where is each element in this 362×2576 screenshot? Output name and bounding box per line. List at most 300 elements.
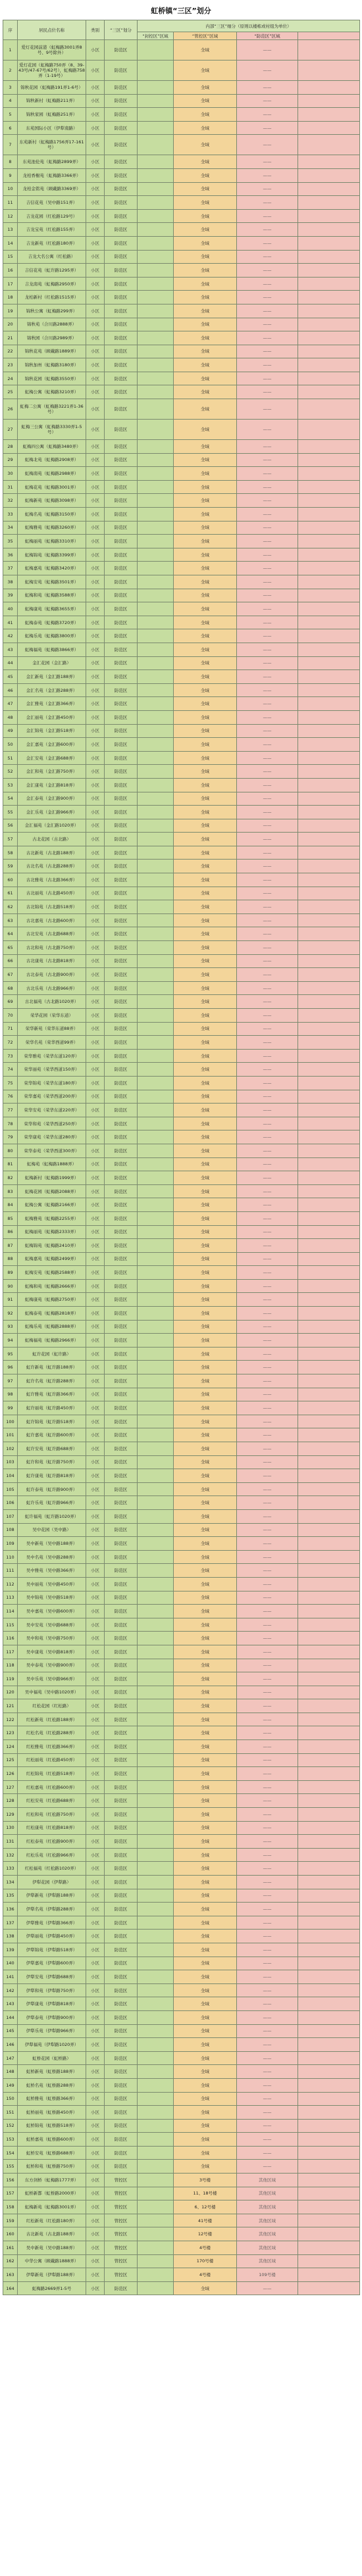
cell-extra [298,1780,360,1794]
cell-category: 小区 [86,81,105,95]
cell-prevent: —— [237,1821,298,1835]
header-name: 居民点位名称 [18,20,86,40]
cell-extra [298,1591,360,1605]
cell-category: 小区 [86,1740,105,1754]
cell-prevent: —— [237,1334,298,1348]
cell-control: 全域 [174,792,237,806]
cell-prevent: —— [237,331,298,345]
cell-zone: 防范区 [105,697,138,711]
cell-seq: 144 [3,2010,18,2024]
cell-zone: 防范区 [105,2024,138,2038]
cell-zone: 防范区 [105,968,138,982]
cell-extra [298,2133,360,2147]
cell-extra [298,1184,360,1198]
cell-prevent: —— [237,1835,298,1849]
cell-control: 全域 [174,1956,237,1970]
cell-category: 小区 [86,1184,105,1198]
cell-category: 小区 [86,887,105,900]
cell-zone: 防范区 [105,954,138,968]
cell-zone: 防范区 [105,562,138,575]
cell-extra [298,1956,360,1970]
cell-control: 全域 [174,2281,237,2295]
cell-prevent: —— [237,2133,298,2147]
cell-category: 小区 [86,1252,105,1266]
cell-name: 古北新苑（古北路188弄） [18,846,86,860]
cell-closed [138,108,174,122]
cell-extra [298,1876,360,1889]
cell-name: 吉信花苑（虹许路1295弄） [18,264,86,278]
cell-control: 全域 [174,358,237,372]
cell-seq: 38 [3,575,18,589]
cell-control: 全域 [174,1699,237,1713]
cell-name: 红松新苑（红松路188弄） [18,1713,86,1726]
table-row [3,1279,360,1293]
cell-extra [298,2254,360,2268]
cell-prevent: —— [237,656,298,670]
table-row [3,927,360,941]
cell-zone: 防范区 [105,236,138,250]
cell-control: 全域 [174,494,237,508]
cell-seq: 68 [3,981,18,995]
table-row [3,2146,360,2160]
cell-category: 小区 [86,1130,105,1144]
cell-control: 全域 [174,250,237,264]
cell-seq: 61 [3,887,18,900]
cell-control: 全域 [174,913,237,927]
table-row [3,1753,360,1767]
cell-control: 全域 [174,291,237,304]
cell-prevent: —— [237,833,298,846]
cell-control: 全域 [174,1455,237,1469]
cell-extra [298,196,360,210]
cell-seq: 122 [3,1713,18,1726]
cell-category: 小区 [86,1009,105,1023]
cell-zone: 防范区 [105,792,138,806]
cell-seq: 145 [3,2024,18,2038]
cell-prevent: —— [237,738,298,752]
cell-name: 吉龙宝苑（红松路155弄） [18,223,86,237]
cell-zone: 防范区 [105,1334,138,1348]
cell-closed [138,1645,174,1659]
cell-category: 小区 [86,602,105,616]
cell-closed [138,94,174,108]
cell-prevent: —— [237,508,298,522]
cell-prevent: —— [237,2092,298,2106]
table-row [3,2268,360,2282]
cell-zone: 防范区 [105,913,138,927]
table-row [3,1455,360,1469]
cell-category: 小区 [86,1835,105,1849]
cell-closed [138,291,174,304]
cell-prevent: —— [237,1564,298,1578]
cell-closed [138,575,174,589]
cell-extra [298,995,360,1009]
cell-name: 锦秋新村（虹梅路211弄） [18,94,86,108]
table-row [3,1956,360,1970]
cell-name: 龙柏新村（红松路1515弄） [18,291,86,304]
cell-closed [138,1564,174,1578]
cell-name: 红松花园（红松路） [18,1699,86,1713]
cell-closed [138,2160,174,2174]
cell-name: 伊犁泰苑（伊犁路900弄） [18,2010,86,2024]
cell-extra [298,1482,360,1496]
table-row [3,1876,360,1889]
cell-prevent: —— [237,1157,298,1171]
cell-closed [138,1252,174,1266]
cell-name: 古北安苑（古北路688弄） [18,927,86,941]
cell-category: 小区 [86,135,105,155]
cell-extra [298,548,360,562]
cell-name: 锦秋公寓（虹梅路299弄） [18,304,86,318]
cell-category: 小区 [86,264,105,278]
cell-closed [138,968,174,982]
cell-control: 全域 [174,1036,237,1050]
cell-closed [138,1388,174,1401]
cell-category: 小区 [86,2119,105,2133]
cell-extra [298,629,360,643]
cell-extra [298,2065,360,2079]
cell-control: 全域 [174,304,237,318]
cell-category: 小区 [86,304,105,318]
cell-prevent: —— [237,1374,298,1388]
cell-closed [138,765,174,779]
cell-zone: 管控区 [105,2268,138,2282]
cell-closed [138,1117,174,1130]
cell-category: 小区 [86,94,105,108]
cell-zone: 防范区 [105,724,138,738]
cell-name: 荣华丽苑（荣华西道150弄） [18,1063,86,1077]
cell-zone: 防范区 [105,1930,138,1943]
cell-seq: 52 [3,765,18,779]
cell-control: 全域 [174,751,237,765]
cell-zone: 防范区 [105,1009,138,1023]
cell-prevent: —— [237,1618,298,1632]
cell-zone: 防范区 [105,135,138,155]
cell-category: 小区 [86,1307,105,1321]
cell-seq: 47 [3,697,18,711]
cell-control: 全域 [174,981,237,995]
cell-prevent: —— [237,1577,298,1591]
cell-seq: 62 [3,900,18,914]
cell-seq: 29 [3,453,18,467]
cell-name: 虹许乐苑（虹许路966弄） [18,1496,86,1510]
cell-seq: 132 [3,1848,18,1862]
cell-seq: 102 [3,1442,18,1456]
cell-category: 小区 [86,1808,105,1822]
table-row [3,494,360,508]
cell-control: 全域 [174,1117,237,1130]
table-row [3,291,360,304]
cell-control: 全域 [174,399,237,420]
cell-zone: 防范区 [105,616,138,629]
table-row [3,223,360,237]
table-row [3,1889,360,1903]
cell-name: 吴中和苑（吴中路750弄） [18,1632,86,1645]
cell-extra [298,1239,360,1253]
cell-zone: 防范区 [105,1767,138,1781]
cell-extra [298,2200,360,2214]
cell-zone: 防范区 [105,2106,138,2120]
cell-prevent: —— [237,1699,298,1713]
table-row [3,2106,360,2120]
table-row [3,1659,360,1672]
cell-extra [298,2187,360,2200]
cell-zone: 防范区 [105,494,138,508]
cell-seq: 126 [3,1767,18,1781]
cell-name: 虹梅乐苑（虹梅路3800弄） [18,629,86,643]
cell-name: 吴中泰苑（吴中路900弄） [18,1659,86,1672]
cell-prevent: —— [237,548,298,562]
cell-name: 红松名苑（红松路288弄） [18,1726,86,1740]
cell-name: 虹许嘉苑（虹许路600弄） [18,1428,86,1442]
cell-extra [298,1726,360,1740]
cell-prevent: —— [237,1076,298,1090]
cell-closed [138,1347,174,1361]
table-row [3,2051,360,2065]
cell-closed [138,1659,174,1672]
cell-name: 金汇安苑（金汇路688弄） [18,751,86,765]
cell-extra [298,1334,360,1348]
cell-name: 虹桥新都（虹桥路2000弄） [18,2187,86,2200]
cell-zone: 防范区 [105,480,138,494]
cell-zone: 防范区 [105,399,138,420]
cell-seq: 151 [3,2106,18,2120]
cell-extra [298,954,360,968]
cell-name: 古北新苑（古北路188弄） [18,2227,86,2241]
cell-extra [298,1523,360,1537]
cell-extra [298,2010,360,2024]
cell-seq: 163 [3,2268,18,2282]
cell-seq: 147 [3,2051,18,2065]
header-sub-closed: “封控区”区域 [138,32,174,40]
cell-control: 全域 [174,806,237,819]
table-row [3,1699,360,1713]
cell-extra [298,1537,360,1551]
cell-zone: 防范区 [105,1605,138,1618]
cell-category: 小区 [86,589,105,602]
cell-extra [298,1659,360,1672]
table-row [3,1577,360,1591]
cell-control: 全域 [174,1374,237,1388]
cell-zone: 防范区 [105,900,138,914]
cell-closed [138,467,174,481]
cell-zone: 防范区 [105,1577,138,1591]
table-row [3,1632,360,1645]
cell-name: 红松嘉苑（红松路600弄） [18,1780,86,1794]
cell-seq: 50 [3,738,18,752]
cell-prevent: —— [237,1956,298,1970]
cell-seq: 101 [3,1428,18,1442]
cell-name: 吴中花园（吴中路） [18,1523,86,1537]
cell-prevent: —— [237,2160,298,2174]
cell-seq: 65 [3,941,18,955]
table-row [3,1509,360,1523]
cell-extra [298,1632,360,1645]
cell-closed [138,535,174,548]
cell-closed [138,453,174,467]
cell-extra [298,81,360,95]
cell-extra [298,710,360,724]
cell-extra [298,602,360,616]
cell-control: 全域 [174,277,237,291]
cell-name: 古北康苑（古北路818弄） [18,954,86,968]
cell-name: 东方剑桥（虹梅路1777弄） [18,2174,86,2187]
cell-seq: 80 [3,1144,18,1157]
table-row [3,1997,360,2011]
cell-zone: 防范区 [105,304,138,318]
cell-seq: 116 [3,1632,18,1645]
cell-zone: 防范区 [105,1442,138,1456]
cell-category: 小区 [86,1509,105,1523]
cell-control: 全域 [174,168,237,182]
header-group-title: 内部“三区”细分（原则以楼栋或村组为单位） [138,20,360,32]
cell-control: 全域 [174,1415,237,1428]
cell-extra [298,1293,360,1307]
cell-prevent: —— [237,2038,298,2052]
cell-control: 4号楼 [174,2268,237,2282]
cell-zone: 防范区 [105,1591,138,1605]
cell-control: 11、18号楼 [174,2187,237,2200]
cell-closed [138,710,174,724]
cell-zone: 管控区 [105,2254,138,2268]
cell-category: 小区 [86,1659,105,1672]
cell-zone: 防范区 [105,209,138,223]
cell-name: 虹桥名苑（虹桥路288弄） [18,2078,86,2092]
cell-closed [138,697,174,711]
cell-zone: 防范区 [105,1090,138,1104]
cell-closed [138,1686,174,1699]
cell-name: 荣华花园（荣华东道） [18,1009,86,1023]
cell-extra [298,345,360,358]
cell-name: 伊犁福苑（伊犁路1020弄） [18,2038,86,2052]
cell-category: 小区 [86,467,105,481]
cell-zone: 防范区 [105,887,138,900]
cell-seq: 149 [3,2078,18,2092]
cell-zone: 防范区 [105,765,138,779]
cell-category: 小区 [86,1347,105,1361]
cell-zone: 防范区 [105,2133,138,2147]
table-row [3,2078,360,2092]
cell-seq: 3 [3,81,18,95]
cell-prevent: —— [237,792,298,806]
table-row [3,108,360,122]
cell-prevent: —— [237,108,298,122]
cell-seq: 42 [3,629,18,643]
cell-control: 全域 [174,1794,237,1808]
table-row [3,1076,360,1090]
cell-name: 虹梅丽苑（虹梅路3310弄） [18,535,86,548]
cell-prevent: —— [237,1090,298,1104]
table-row [3,900,360,914]
cell-extra [298,40,360,61]
cell-category: 小区 [86,1198,105,1212]
cell-control: 全域 [174,385,237,399]
cell-category: 小区 [86,1171,105,1185]
cell-zone: 防范区 [105,1726,138,1740]
cell-category: 小区 [86,318,105,331]
cell-prevent: —— [237,1713,298,1726]
cell-prevent: —— [237,2119,298,2133]
cell-extra [298,697,360,711]
cell-name: 虹许泰苑（虹许路900弄） [18,1482,86,1496]
header-sub-prevent: “防范区”区域 [237,32,298,40]
cell-category: 小区 [86,236,105,250]
header-sub-extra [298,32,360,40]
cell-seq: 5 [3,108,18,122]
cell-zone: 防范区 [105,2051,138,2065]
table-row [3,2024,360,2038]
cell-name: 伊犁名苑（伊犁路288弄） [18,1903,86,1916]
table-row [3,1144,360,1157]
cell-category: 小区 [86,1496,105,1510]
cell-category: 小区 [86,1104,105,1117]
cell-category: 小区 [86,846,105,860]
cell-name: 红松福苑（红松路1020弄） [18,1862,86,1876]
cell-seq: 131 [3,1835,18,1849]
cell-category: 小区 [86,1848,105,1862]
cell-control: 全域 [174,1496,237,1510]
table-row [3,1211,360,1225]
cell-control: 全域 [174,1889,237,1903]
cell-extra [298,1577,360,1591]
cell-zone: 防范区 [105,1496,138,1510]
cell-control: 全域 [174,1659,237,1672]
cell-control: 全域 [174,1740,237,1754]
cell-category: 小区 [86,724,105,738]
cell-closed [138,1455,174,1469]
cell-name: 吴中嘉苑（吴中路600弄） [18,1605,86,1618]
cell-closed [138,1876,174,1889]
cell-name: 吴中锦苑（吴中路518弄） [18,1591,86,1605]
cell-closed [138,1605,174,1618]
cell-seq: 148 [3,2065,18,2079]
cell-closed [138,1970,174,1984]
cell-name: 虹梅二公寓（虹梅路3221弄1-36号） [18,399,86,420]
cell-prevent: —— [237,1523,298,1537]
cell-prevent: —— [237,1239,298,1253]
cell-category: 小区 [86,1780,105,1794]
cell-closed [138,1767,174,1781]
cell-prevent: —— [237,223,298,237]
cell-prevent: —— [237,291,298,304]
cell-zone: 防范区 [105,927,138,941]
table-row [3,697,360,711]
cell-zone: 防范区 [105,1428,138,1442]
cell-zone: 防范区 [105,1699,138,1713]
cell-extra [298,535,360,548]
cell-extra [298,1903,360,1916]
cell-prevent: —— [237,277,298,291]
cell-extra [298,318,360,331]
cell-zone: 防范区 [105,656,138,670]
cell-zone: 防范区 [105,1211,138,1225]
cell-seq: 143 [3,1997,18,2011]
cell-prevent: —— [237,1009,298,1023]
cell-category: 小区 [86,1794,105,1808]
cell-prevent: —— [237,1672,298,1686]
cell-control: 全域 [174,61,237,81]
cell-control: 全域 [174,1144,237,1157]
cell-closed [138,1672,174,1686]
cell-zone: 防范区 [105,467,138,481]
cell-extra [298,1550,360,1564]
cell-extra [298,1740,360,1754]
cell-category: 小区 [86,1767,105,1781]
cell-extra [298,1347,360,1361]
cell-closed [138,521,174,535]
cell-extra [298,2241,360,2255]
cell-control: 全域 [174,1632,237,1645]
